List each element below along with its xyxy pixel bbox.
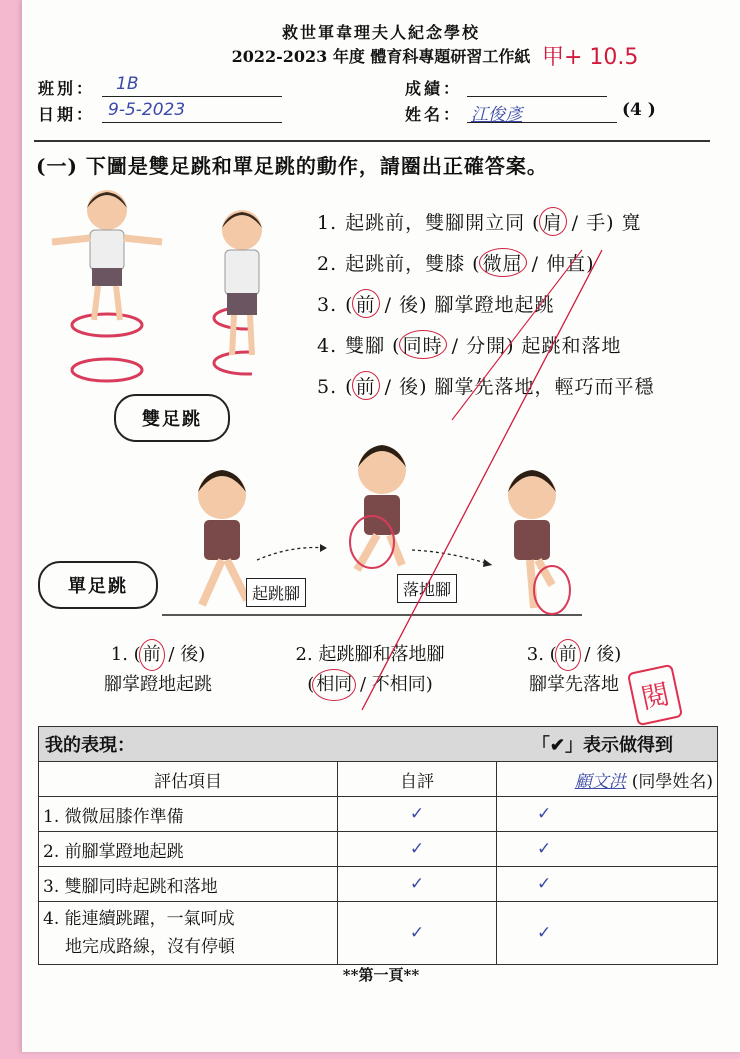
name-label: 姓名： — [405, 105, 463, 124]
self-check[interactable]: ✓ — [338, 832, 497, 867]
answer-option[interactable]: 分開 — [466, 335, 507, 357]
question-text: 3. — [317, 294, 338, 316]
answer-circle: 前 — [139, 639, 165, 671]
date-label: 日期： — [38, 105, 96, 124]
class-field[interactable] — [102, 74, 282, 97]
question-text: 1. — [317, 212, 338, 234]
table-row: 1. 微微屈膝作準備 ✓ ✓ — [39, 797, 718, 832]
peer-check[interactable]: ✓ — [497, 797, 718, 832]
column-peer-header — [497, 762, 718, 797]
page-footer: **第一頁** — [342, 966, 420, 984]
peer-check[interactable]: ✓ — [497, 832, 718, 867]
section-1-title: (一) 下圖是雙足跳和單足跳的動作，請圈出正確答案。 — [36, 154, 548, 178]
worksheet-page — [22, 0, 740, 1052]
score-label: 成績： — [405, 79, 463, 98]
answer-option[interactable]: 後 — [399, 294, 420, 316]
double-jump-label: 雙足跳 — [114, 394, 230, 442]
question-text: ) 寬 — [606, 212, 642, 234]
question-text: 起跳前，雙腳開立同 ( — [345, 212, 541, 234]
worksheet-title: 2022-2023 年度 體育科專題研習工作紙 — [231, 47, 531, 66]
landing-foot-label: 落地腳 — [397, 574, 457, 603]
answer-option[interactable]: 微屈 — [479, 248, 527, 277]
answer-option[interactable]: 肩 — [539, 207, 567, 236]
peer-name-suffix: (同學姓名) — [631, 771, 713, 792]
performance-heading: 我的表現： — [45, 735, 135, 756]
answer-circle: 前 — [555, 639, 581, 671]
performance-legend: 「✔」表示做得到 — [531, 735, 673, 756]
answer-circle: 相同 — [312, 669, 356, 701]
header-divider — [34, 140, 710, 142]
teacher-marking-lines — [302, 230, 622, 750]
self-check[interactable]: ✓ — [338, 902, 497, 965]
single-question-1: 1. ( 前 / 後) 腳掌蹬地起跳 — [78, 640, 238, 700]
single-jump-label: 單足跳 — [38, 561, 158, 609]
question-text: 起跳前，雙膝 ( — [345, 253, 481, 275]
date-field[interactable] — [102, 100, 282, 123]
answer-option[interactable]: 前 — [352, 289, 380, 318]
self-check[interactable]: ✓ — [338, 867, 497, 902]
question-text: / — [377, 376, 400, 398]
question-text: / — [444, 335, 467, 357]
school-name: 救世軍韋理夫人紀念學校 — [281, 23, 480, 42]
peer-name: 顧文洪 — [574, 771, 626, 792]
question-text: 5. — [317, 376, 338, 398]
question-text: / — [377, 294, 400, 316]
column-item-header: 評估項目 — [39, 762, 338, 797]
teacher-stamp-text: 閱 — [638, 677, 673, 716]
table-row: 2. 前腳掌蹬地起跳 ✓ ✓ — [39, 832, 718, 867]
question-text: ) 腳掌先落地，輕巧而平穩 — [419, 376, 655, 398]
question-text: 2. — [317, 253, 338, 275]
takeoff-foot-label: 起跳腳 — [246, 578, 306, 607]
self-check[interactable]: ✓ — [338, 797, 497, 832]
question-text: ) 腳掌蹬地起跳 — [419, 294, 555, 316]
answer-option[interactable]: 前 — [352, 371, 380, 400]
question-text: / — [524, 253, 547, 275]
class-label: 班別： — [38, 79, 96, 98]
single-question-2: 2. 起跳腳和落地腳 ( 相同 / 不相同) — [270, 640, 470, 700]
student-number: (4 ) — [622, 100, 656, 120]
question-text: ( — [345, 376, 354, 398]
question-text: ) 起跳和落地 — [506, 335, 622, 357]
answer-option[interactable]: 手 — [586, 212, 607, 234]
peer-check[interactable]: ✓ — [497, 867, 718, 902]
column-self-header: 自評 — [338, 762, 497, 797]
score-field[interactable] — [467, 74, 607, 97]
table-row: 4. 能連續跳躍，一氣呵成 地完成路線，沒有停頓 ✓ ✓ — [39, 902, 718, 965]
score-handwritten: 甲+ 10.5 — [542, 45, 639, 70]
performance-header-row — [39, 727, 718, 762]
question-text: ) — [586, 253, 595, 275]
answer-option[interactable]: 後 — [399, 376, 420, 398]
question-text: 雙腳 ( — [345, 335, 401, 357]
question-text: / — [564, 212, 587, 234]
name-field[interactable] — [467, 100, 617, 123]
table-row: 3. 雙腳同時起跳和落地 ✓ ✓ — [39, 867, 718, 902]
standing-kid-illustration — [197, 200, 287, 370]
question-text: ( — [345, 294, 354, 316]
performance-table — [38, 726, 718, 965]
question-text: 4. — [317, 335, 338, 357]
answer-option[interactable]: 伸直 — [546, 253, 587, 275]
single-question-3: 3. ( 前 / 後) 腳掌先落地 — [494, 640, 654, 700]
class-value: 1B — [116, 74, 139, 94]
name-value: 江俊彥 — [471, 105, 522, 125]
peer-check[interactable]: ✓ — [497, 902, 718, 965]
answer-option[interactable]: 同時 — [399, 330, 447, 359]
date-value: 9-5-2023 — [108, 100, 186, 120]
